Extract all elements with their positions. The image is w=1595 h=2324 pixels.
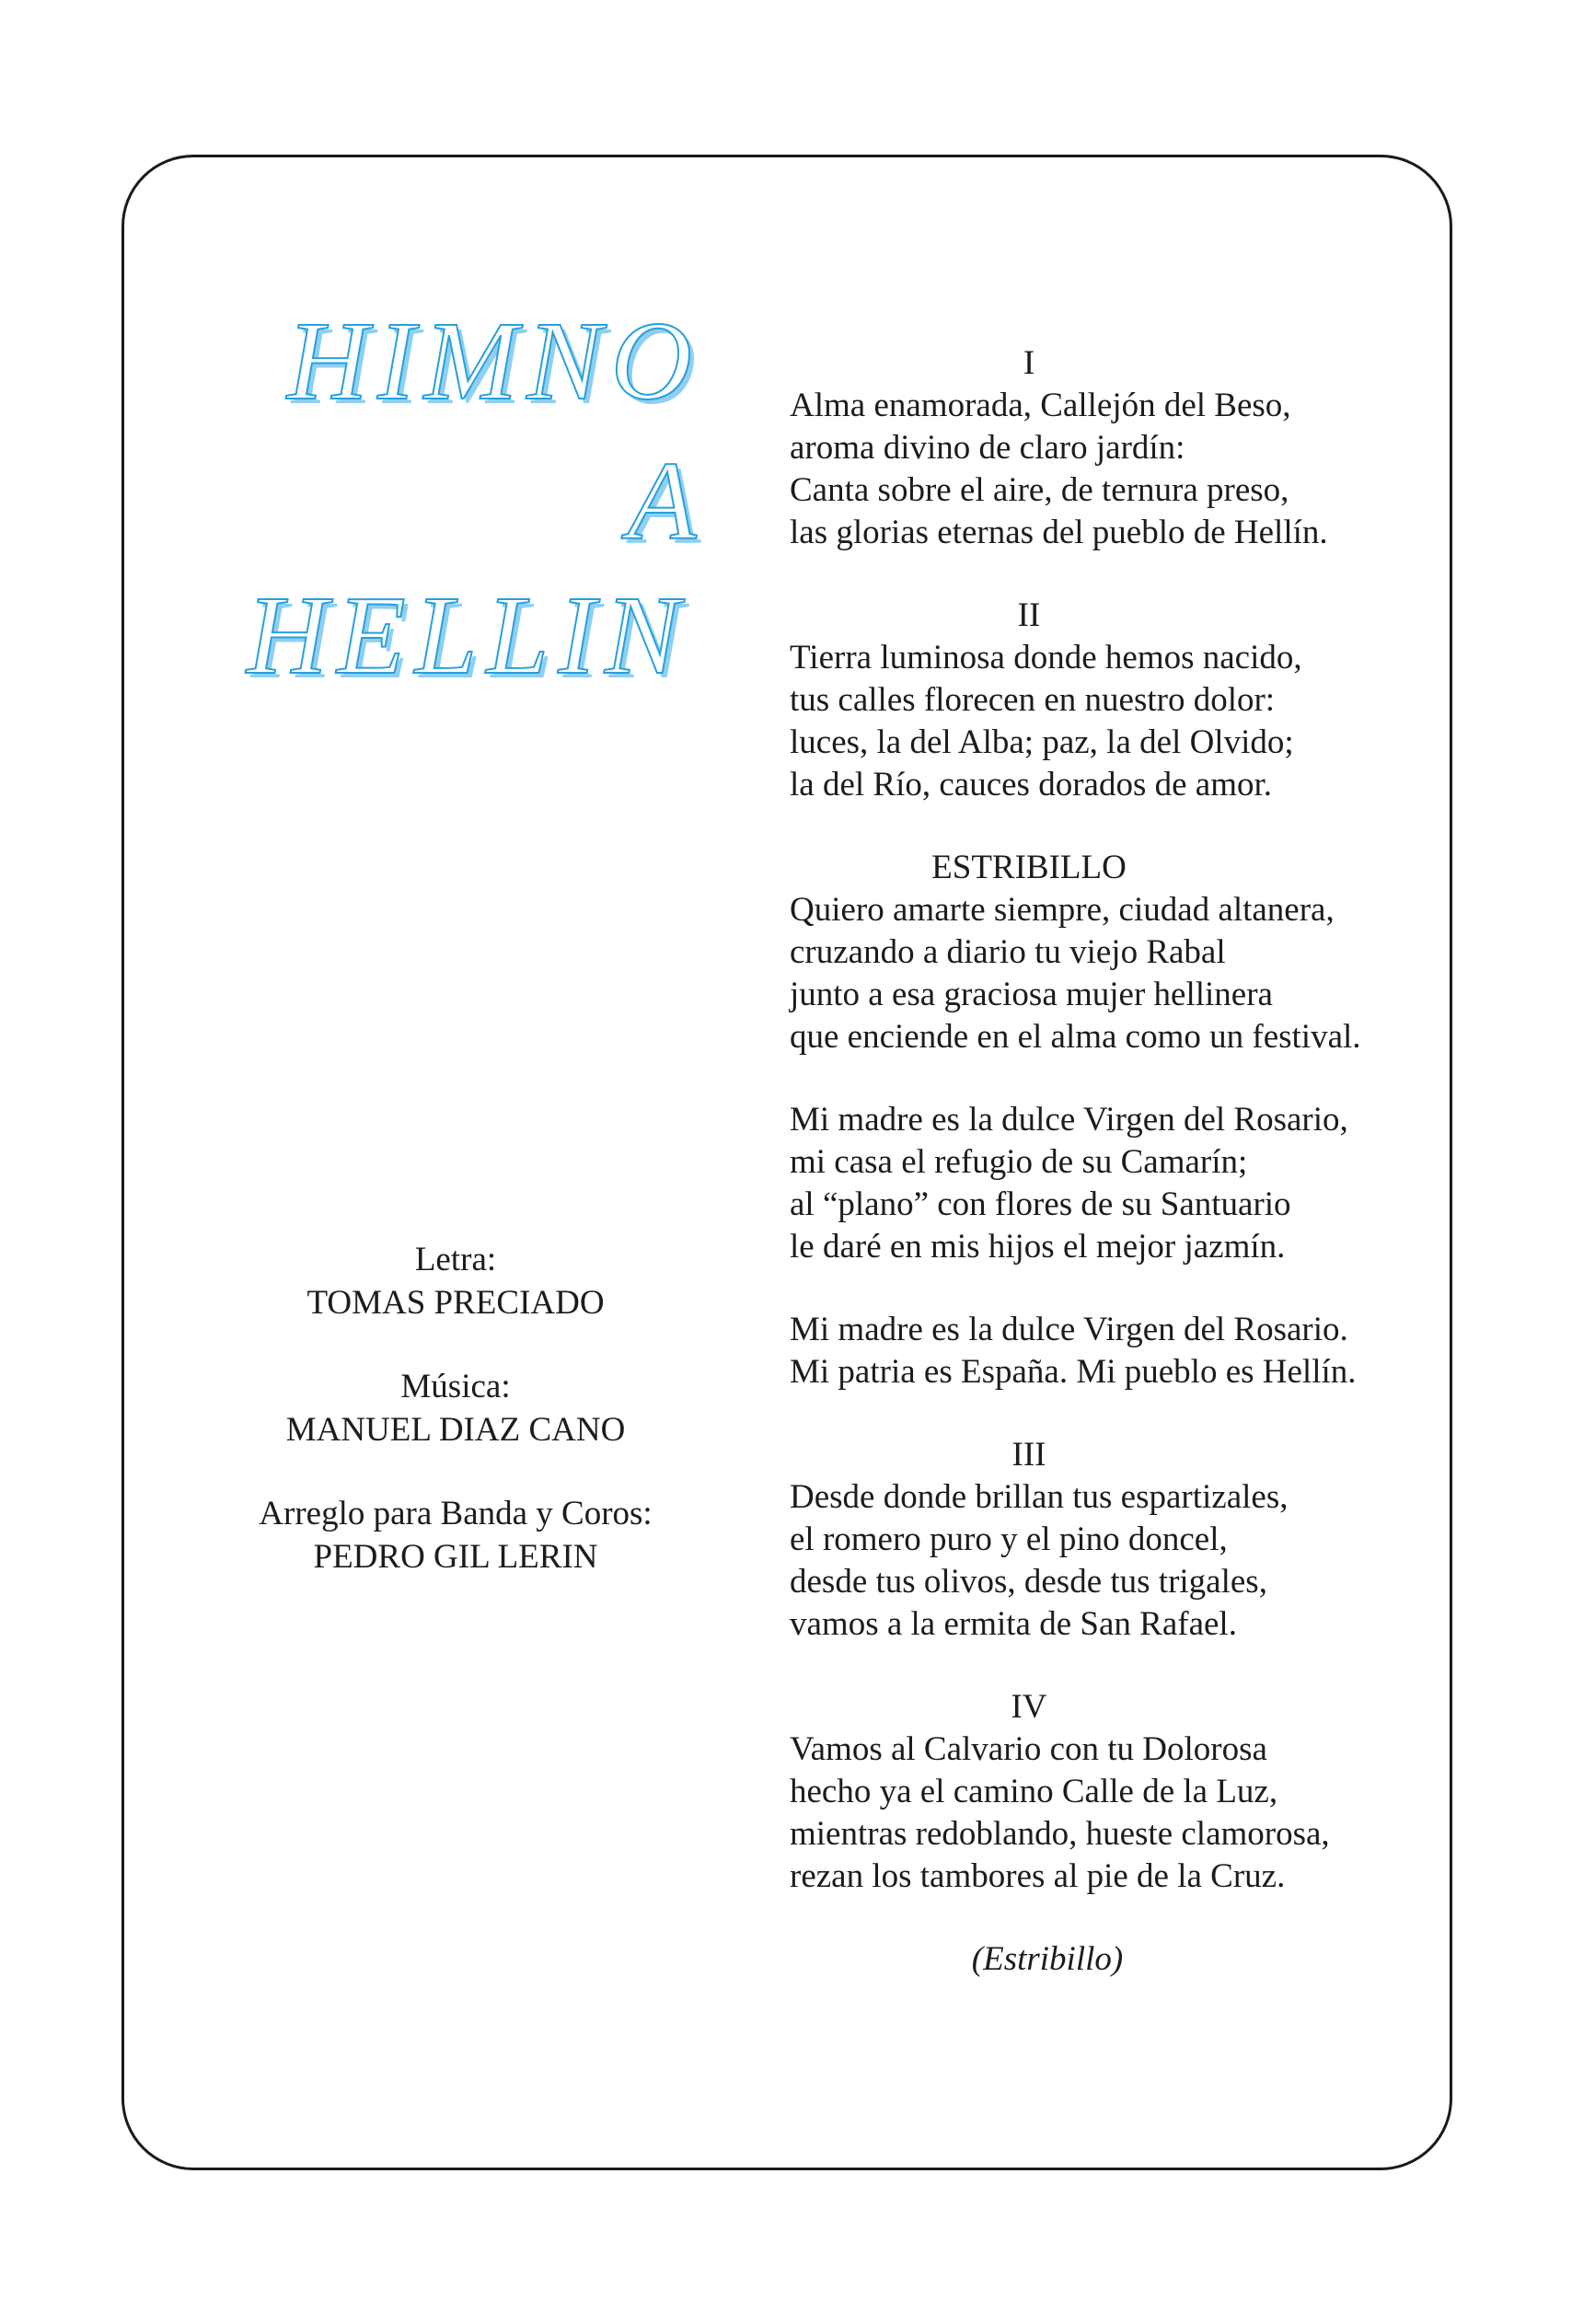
verse-line: Desde donde brillan tus espartizales, [790,1478,1289,1516]
verse-line: Mi madre es la dulce Virgen del Rosario. [790,1311,1348,1348]
stanza-heading: I [1023,344,1035,382]
verse-line: le daré en mis hijos el mejor jazmín. [790,1228,1286,1266]
credit-name: TOMAS PRECIADO [306,1284,605,1322]
stanza-2 [790,595,1416,806]
stanza-heading: IV [1011,1688,1047,1726]
verse-line: Tierra luminosa donde hemos nacido, [790,639,1302,676]
credit-arrangement [230,1492,681,1578]
verse-line: mi casa el refugio de su Camarín; [790,1143,1248,1181]
verse-line: vamos a la ermita de San Rafael. [790,1605,1237,1643]
verse-line: que enciende en el alma como un festival. [790,1018,1361,1056]
verse-line: Alma enamorada, Callejón del Beso, [790,387,1291,424]
stanza-heading: II [1017,596,1041,634]
credit-name: MANUEL DIAZ CANO [285,1411,626,1449]
credit-lyrics [230,1238,681,1324]
title-word-a: A [628,439,706,563]
verse-line: al “plano” con flores de su Santuario [790,1185,1291,1223]
stanza-3 [790,1434,1416,1646]
credit-music [230,1365,681,1451]
stanza-1 [790,342,1416,554]
stanza-heading: ESTRIBILLO [931,849,1127,886]
title-word-himno: HIMNO [287,299,701,423]
verse-line: desde tus olivos, desde tus trigales, [790,1563,1267,1601]
credit-label: Música: [400,1368,511,1405]
verse-line: Mi madre es la dulce Virgen del Rosario, [790,1101,1348,1139]
verse-line: Mi patria es España. Mi pueblo es Hellín. [790,1353,1357,1391]
verse-line: aroma divino de claro jardín: [790,429,1185,467]
verse-line: tus calles florecen en nuestro dolor: [790,681,1276,719]
credit-label: Letra: [414,1241,497,1278]
credits-block [230,1238,681,1619]
verse-line: cruzando a diario tu viejo Rabal [790,933,1226,971]
verse-line: mientras redoblando, hueste clamorosa, [790,1815,1330,1853]
stanza-4 [790,1686,1416,1898]
credit-label: Arreglo para Banda y Coros: [259,1495,653,1532]
stanza-heading: III [1011,1436,1046,1474]
verse-line: hecho ya el camino Calle de la Luz, [790,1773,1278,1810]
closing-refrain-note: (Estribillo) [971,1940,1124,1978]
credit-name: PEDRO GIL LERIN [313,1538,598,1576]
stanza-refrain-2 [790,1099,1416,1268]
verse-line: junto a esa graciosa mujer hellinera [790,976,1273,1013]
verse-line: el romero puro y el pino doncel, [790,1520,1228,1558]
verse-line: Quiero amarte siempre, ciudad altanera, [790,891,1335,929]
verse-line: Vamos al Calvario con tu Dolorosa [790,1730,1267,1768]
verse-line: rezan los tambores al pie de la Cruz. [790,1857,1286,1895]
stanza-refrain [790,847,1416,1058]
verse-line: Canta sobre el aire, de ternura preso, [790,471,1289,509]
title-word-hellin: HELLIN [247,573,689,698]
verse-line: las glorias eternas del pueblo de Hellín. [790,514,1328,551]
lyrics-column [790,342,1416,1981]
verse-line: la del Río, cauces dorados de amor. [790,766,1272,804]
stanza-refrain-3 [790,1309,1416,1393]
verse-line: luces, la del Alba; paz, la del Olvido; [790,723,1294,761]
